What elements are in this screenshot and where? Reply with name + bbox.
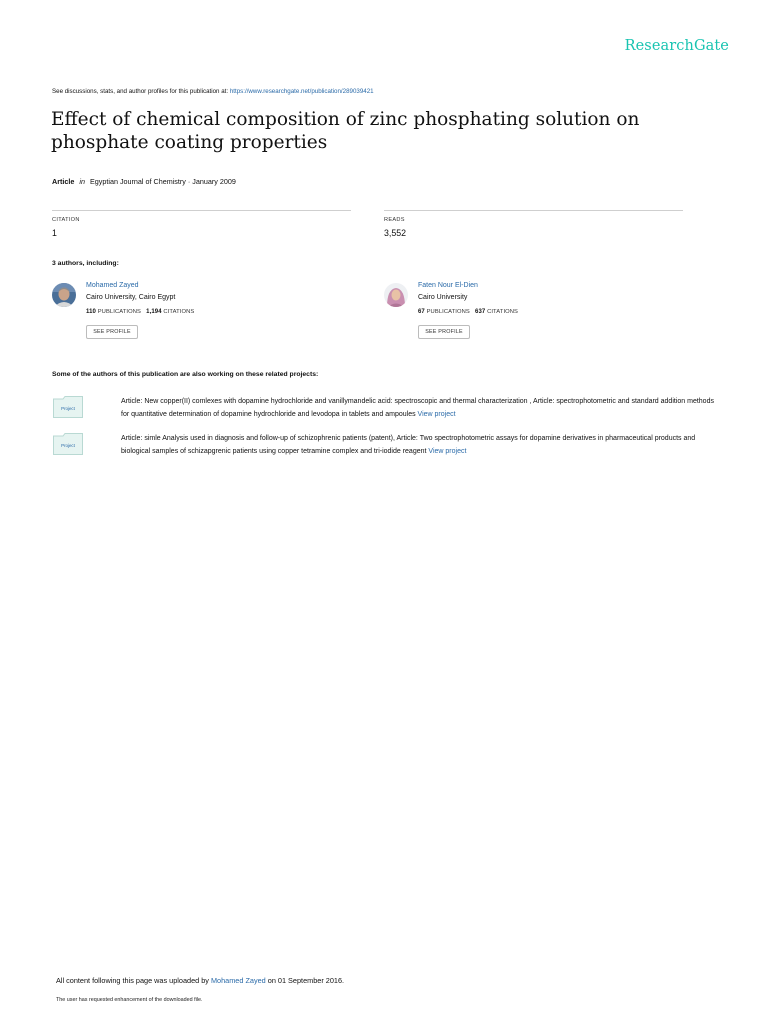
upload-date: on 01 September 2016. [267, 976, 345, 985]
projects-heading: Some of the authors of this publication are also working on these related projects: [52, 371, 319, 378]
author-name-link[interactable]: Mohamed Zayed [86, 282, 139, 289]
project-icon-label: Project [61, 406, 75, 411]
author-name-link[interactable]: Faten Nour El-Dien [418, 282, 478, 289]
author-publications-label: PUBLICATIONS [426, 309, 470, 315]
researchgate-logo[interactable]: ResearchGate [624, 38, 729, 54]
author-affiliation: Cairo University, Cairo Egypt [86, 294, 176, 301]
journal-name: Egyptian Journal of Chemistry [89, 177, 186, 186]
project-description [121, 396, 721, 421]
project-folder-icon[interactable] [53, 433, 83, 455]
author-citations-label: CITATIONS [163, 309, 195, 315]
author-avatar[interactable] [52, 283, 76, 307]
publication-url-link[interactable]: https://www.researchgate.net/publication/289039421 [229, 88, 374, 95]
author-publications-count: 67 [418, 309, 425, 315]
upload-info [56, 976, 344, 985]
view-project-link[interactable]: View project [428, 447, 467, 455]
publication-meta [52, 177, 236, 186]
authors-heading: 3 authors, including: [52, 260, 119, 267]
author-stats [418, 309, 518, 315]
citation-count: 1 [52, 228, 57, 238]
project-icon-label: Project [61, 443, 75, 448]
author-stats [86, 309, 194, 315]
author-citations-count: 1,194 [146, 309, 162, 315]
author-avatar[interactable] [384, 283, 408, 307]
citation-label: CITATION [52, 217, 80, 223]
in-word: in [79, 177, 85, 186]
uploader-link[interactable]: Mohamed Zayed [210, 976, 266, 985]
reads-count: 3,552 [384, 228, 407, 238]
see-profile-button[interactable]: SEE PROFILE [86, 325, 138, 339]
author-affiliation: Cairo University [418, 294, 468, 301]
see-discussions-text: See discussions, stats, and author profiles for this publication at: [52, 88, 229, 95]
project-text: Article: New copper(II) comlexes with dopamine hydrochloride and vanillymandelic acid: spectroscopic and thermal characterization , Article: spectrophotometric and standard addition methods for quantitative determination of dopamine hydrochloride and levodopa in tablets and ampoules [121, 398, 714, 418]
view-project-link[interactable]: View project [417, 410, 456, 418]
author-citations-count: 637 [475, 309, 486, 315]
see-profile-button[interactable]: SEE PROFILE [418, 325, 470, 339]
enhancement-note: The user has requested enhancement of the downloaded file. [56, 997, 203, 1003]
publication-title: Effect of chemical composition of zinc phosphating solution on phosphate coating properties [51, 109, 640, 153]
project-text: Article: simle Analysis used in diagnosis and follow-up of schizophrenic patients (patent), Article: Two spectrophotometric assays for dopamine derivatives in pharmaceutical products and biological samples of schizapgrenic patients using copper tetramine complex and tri-iodide reagent [121, 435, 696, 455]
citation-divider [52, 210, 351, 211]
reads-divider [384, 210, 683, 211]
author-publications-count: 110 [86, 309, 96, 315]
author-publications-label: PUBLICATIONS [97, 309, 141, 315]
reads-label: READS [384, 217, 405, 223]
author-citations-label: CITATIONS [487, 309, 519, 315]
project-description [121, 433, 721, 458]
see-discussions-line [52, 88, 374, 95]
publication-type: Article [52, 177, 75, 186]
publication-date: · January 2009 [187, 177, 236, 186]
upload-prefix: All content following this page was uploaded by [56, 976, 209, 985]
project-folder-icon[interactable] [53, 396, 83, 418]
